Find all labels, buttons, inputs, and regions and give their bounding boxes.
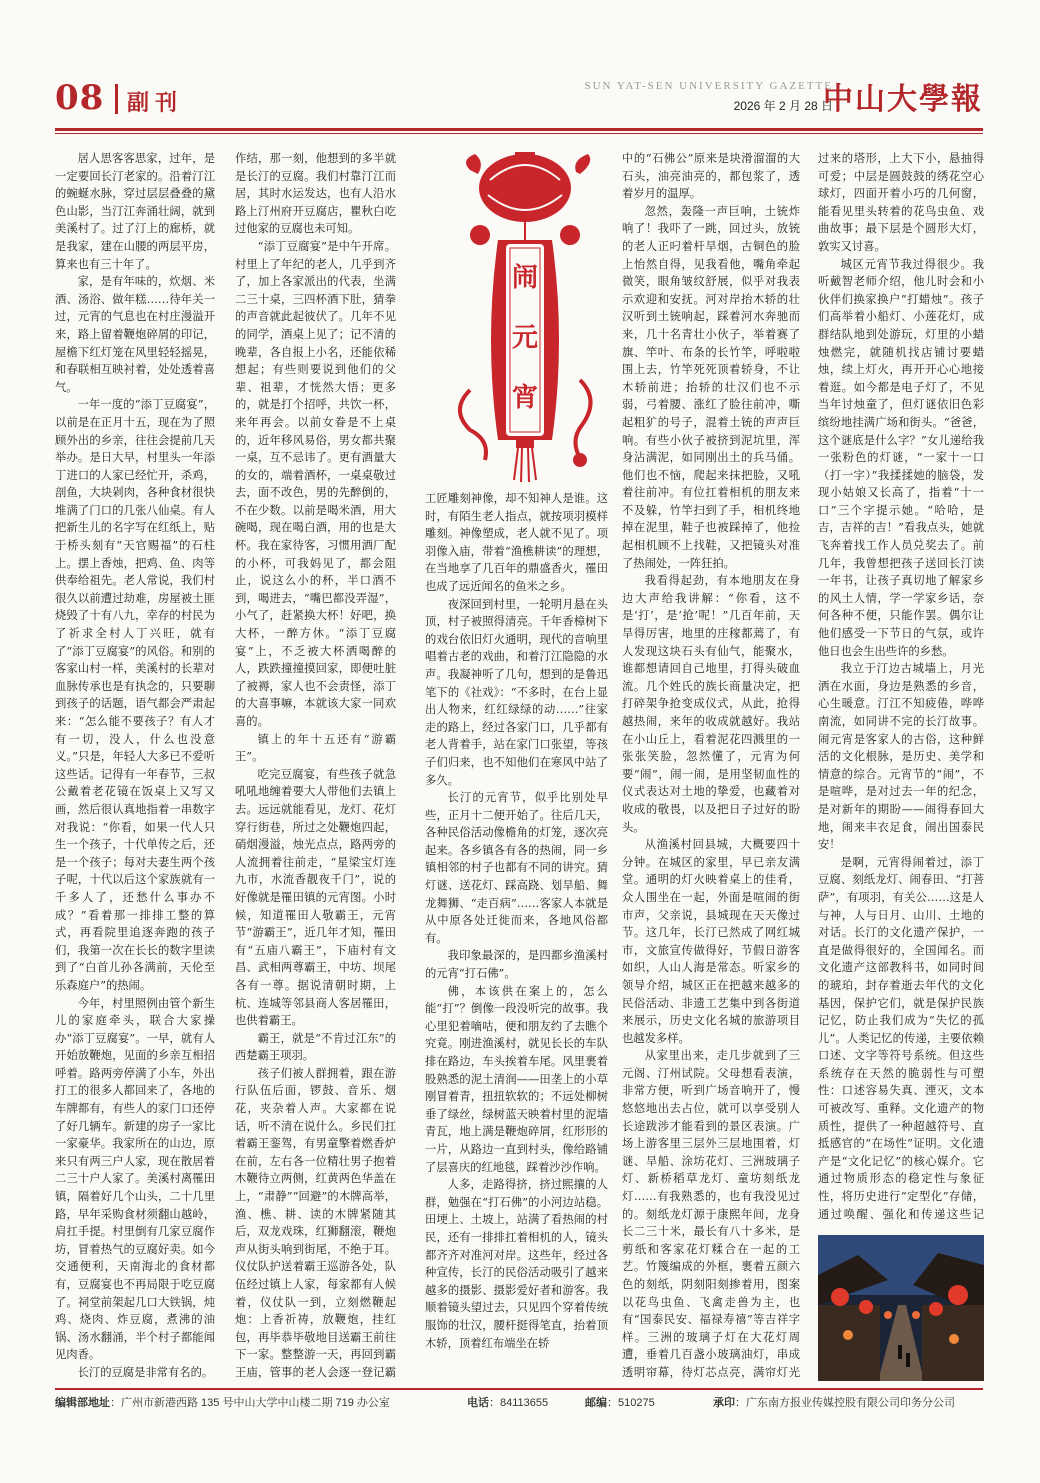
paragraph: 居人思客客思家，过年，是一定要回长汀老家的。沿着汀江的蜿蜒水脉，穿过层层叠叠的黛色山影，当汀江奔涌壮阔，就到美溪村了。过了汀上的廊桥，就是我家，建在山腰的两层平房，算来也有三十年了。 — [55, 152, 215, 271]
paragraph: 作结，那一刻，他想到的多半就是长汀的豆腐。我们村靠汀江而居，其时水运发达，也有人沿水路上汀州府开豆腐店，瞿秋白吃过他家的豆腐也未可知。 — [235, 152, 396, 236]
header-rule — [55, 128, 983, 131]
paragraph: 长汀的豆腐是非常有名的。 — [77, 1365, 214, 1379]
paragraph: 长汀的元宵节，似乎比别处早些，正月十二便开始了。往后几天，各种民俗活动像檐角的灯笼，逐次亮起来。各乡镇各有各的热闹，同一乡镇相邻的村子也都有不同的讲究。猜灯谜、送花灯、踩高跷、划旱船、舞龙舞狮、“走百病”……客家人本就是从中原各处迁徙而来，各地风俗都有。 — [425, 791, 608, 945]
footer-address-label: 编辑部地址 — [55, 1397, 110, 1409]
article-column-1 — [55, 150, 215, 1380]
footer-phone: 电话：84113655 — [467, 1397, 549, 1409]
paragraph: 佛，本该供在案上的，怎么能“打”？倒像一段没听完的故事。我心里犯着嘀咕，便和朋友约了去瞧个究竟。刚进渔溪村，就见长长的车队排在路边，车头挨着车尾。风里裹着股熟悉的泥土清润——田垄上的小草刚冒着青，扭扭软软的；不远处柳树垂了绿丝，绿树蓝天映着村里的泥墙青瓦，地上满是鞭炮碎屑，红形形的一片，从路边一直到村头，像给路铺了层喜庆的红地毯，踩着沙沙作响。 — [425, 984, 608, 1174]
paragraph: 从渔溪村回县城，大概要四十分钟。在城区的家里，早已亲友满堂。通明的灯火映着桌上的佳肴，众人围坐在一起，外面是喧闹的街市声，父亲说，县城现在天天像过节。这几年，长汀已然成了网红城市，文旅宣传做得好，节假日游客如织，人山人海是常态。听家乡的领导介绍，城区正在把越来越多的民俗活动、非遗工艺集中到各街道来展示，历史文化名城的旅游项目也越发多样。 — [622, 838, 800, 1045]
paragraph: “添丁豆腐宴”是中午开席。村里上了年纪的老人，几乎到齐了，加上各家派出的代表，坐满二三十桌，三四杯酒下肚，猜拳的声音就此起彼伏了。几年不见的同学，酒桌上见了；记不清的晚辈，各自报上小名，还能依稀想起；有些则要说到他们的父辈、祖辈，才恍然大悟；更多的，就是打个招呼，共饮一杯，来年再会。以前女眷是不上桌的，近年移风易俗，男女都共聚一桌，互不忌讳了。更有酒量大的女的，端着酒杯，一桌桌敬过去，面不改色，男的先醉倒的，不在少数。以前是喝米酒，用大碗喝，现在喝白酒，用的也是大杯。我在家待客，习惯用酒厂配的小杯，可我妈见了，都会阻止，说这么小的杯，半口酒不到，喝进去，“嘴巴都没弄湿”，小气了，赶紧换大杯！好吧，换大杯，一醉方休。“添丁豆腐宴”上，不乏被大杯洒喝醉的人，跌跌撞撞摸回家，即便吐脏了被褥，家人也不会责怪，添丁的大喜事嘛，本就该大家一同欢喜的。 — [235, 239, 396, 728]
header-rule-thin — [55, 133, 983, 134]
footer-printer-label: 承印 — [713, 1397, 735, 1409]
section-title: 副刊 — [127, 91, 184, 116]
feature-title-char: 元 — [511, 323, 539, 353]
paragraph: 孩子们被人群拥着，跟在游行队伍后面，锣鼓、音乐、烟花，夹杂着人声。大家都在说话，听不清在说什么。乡民们扛着霸王銮驾，有男童擎着燃香炉在前，左右各一位精壮男子抱着木鞭待立两侧，红黄两色华盖在上，“肃静”“回避”的木牌高举，渔、樵、耕、读的木牌紧随其后，双龙戏珠，红狮翻滚，鞭炮声从街头响到街尾，不绝于耳。仪仗队护送着霸王巡游各处，队伍经过镇上人家，每家都有人候着，仪仗队一到，立刻燃鞭起炮：上香祈祷，放鞭炮，挂红包，再毕恭毕敬地目送霸王前往下一家。整整游一天，再回到霸王庙，管事的老人会逐一登记霸 — [235, 1066, 396, 1379]
paragraph: 一年一度的“添丁豆腐宴”，以前是在正月十五，现在为了照顾外出的乡亲，往往会提前几天举办。是日大早，村里头一年添丁进口的人家已经忙开，杀鸡，剖鱼，大块剁肉，各种食材很快堆满了门口的几张八仙桌。有人把新生儿的名字写在红纸上，贴于桥头刻有“天官赐福”的石柱上。摆上香烛，把鸡、鱼、肉等供奉给祖先。老人常说，我们村很久以前遭过劫难，房屋被土匪烧毁了十有八九，幸存的村民为了祈求全村人丁兴旺，就有了“添丁豆腐宴”的风俗。和别的客家山村一样，美溪村的长辈对血脉传承也是有执念的，只要聊到孩子的话题，语气都会严肃起来：“怎么能不要孩子？有人才有一切，没人，什么也没意义。”只是，年轻人大多已不爱听这些话。记得有一年春节，三叔公戴着老花镜在饭桌上又写又画，然后很认真地指着一串数字对我说：“你看，如果一代人只生一个孩子，十代单传之后，还是一个孩子；每对夫妻生两个孩子呢，十代以后这个家族就有一千多人了，还愁什么事办不成？”看着那一排排工整的算式，再看院里追逐奔跑的孩子们，我第一次在长长的数字里读到了“白首儿孙各满前，天伦至乐森庭户”的热闹。 — [55, 398, 215, 992]
footer-phone-value: 84113655 — [500, 1397, 549, 1409]
feature-title-char: 宵 — [511, 383, 539, 413]
footer-printer: 承印：广东南方报业传媒控股有限公司印务分公司 — [713, 1397, 955, 1409]
article-column-5 — [818, 150, 984, 1225]
newspaper-brand: 中山大學報 — [823, 82, 983, 117]
footer-address: 编辑部地址：广州市新港西路 135 号中山大学中山楼二期 719 办公室 — [55, 1397, 390, 1409]
lantern-papercut-icon — [430, 140, 608, 488]
article-column-3 — [425, 490, 608, 1380]
masthead-divider — [115, 84, 118, 114]
footer-zip-label: 邮编 — [585, 1397, 607, 1409]
paragraph: 吃完豆腐宴，有些孩子就急吼吼地缠着要大人带他们去镇上去。远远就能看见，龙灯、花灯穿行街巷，所过之处鞭炮四起，硝烟漫溢，烛光点点，路两旁的人流拥着往前走，“星梁宝灯连九市，水流香靓夜千门”，说的好像就是罹田镇的元宵图。小时候，知道罹田人敬霸王，元宵节“游霸王”，近几年才知，罹田有“五庙八霸王”，下庙村有文昌、武相两尊霸王，中坊、坝尾各有一尊。据说清朝时期，上杭、连城等邻县商人客居罹田，也供着霸王。 — [235, 767, 396, 1028]
article-column-4 — [622, 150, 800, 1380]
paragraph: 我看得起劲，有本地朋友在身边大声给我讲解：“你看，这不是‘打’，是‘抢’呢！”几百年前，天旱得厉害，地里的庄稼都蔫了，有人发现这块石头有仙气，能聚水，谁都想请回自己地里，打得头破血流。几个姓氏的族长商量决定，把打碎架争抢变成仪式，从此，抢得越热闹，来年的收成就越好。我站在小山丘上，看着泥花四溅里的一张张笑脸，忽然懂了，元宵为何要“闹”，闹一闹，是用坚韧血性的仪式表达对土地的挚爱，也藏着对收成的敬畏，以及把日子过好的盼头。 — [622, 574, 800, 834]
paragraph: 夜深回到村里，一轮明月悬在头顶，村子被照得清亮。千年香樟树下的戏台依旧灯火通明，现代的音响里唱着古老的戏曲，和着汀江隐隐的水声。我凝神听了几句，想到的是鲁迅笔下的《社戏》：“不多时，在台上显出人物来，红红绿绿的动……”往家走的路上，经过各家门口，几乎都有老人背着手，站在家门口张望，等孩子们归来，也不知他们在寒风中站了多久。 — [425, 597, 608, 787]
footer-bar — [55, 1388, 983, 1413]
masthead — [55, 70, 983, 128]
footer-zip: 邮编：510275 — [585, 1397, 655, 1409]
feature-title-char: 闹 — [511, 263, 539, 293]
paragraph: 人多，走路得挤，挤过熙攘的人群，勉强在“打石佛”的小河边站稳。田埂上、土坡上，站满了看热闹的村民，还有一排排扛着相机的人，镜头都齐齐对准河对岸。这些年，经过各种宣传，长汀的民俗活动吸引了越来越多的摄影、摄影爱好者和游客。我顺着镜头望过去，只见四个穿着传统服饰的壮汉，腰杆挺得笔直，抬着顶木轿，顶着红布端坐在轿 — [425, 1178, 608, 1350]
paragraph: 家，是有年味的，炊烟、米酒、汤浴、做年糕……待年关一过，元宵的气息也在村庄漫溢开来，路上留着鞭炮碎屑的印记，屋檐下红灯笼在风里轻轻摇晃，和春联相互映衬着，处处透着喜气。 — [55, 275, 215, 394]
paragraph: 过来的塔形，上大下小，悬抽得可爱；中层是圆鼓鼓的绣花空心球灯，四面开着小巧的几何窗，能看见里头转着的花鸟虫鱼、戏曲故事；最下层是个圆形大灯，敦实又讨喜。 — [818, 152, 984, 253]
issue-date: 2026 年 2 月 28 日 — [733, 99, 833, 113]
paragraph: 是啊，元宵得闹着过，添丁豆腐、刻纸龙灯、闹春田、“打菩萨”，有项羽，有关公……这是人与神，人与日月、山川、土地的对话。长汀的文化遗产保护，一直是做得很好的，全国闻名。而文化遗产这部教科书，如同时间的琥珀，封存着逝去年代的文化基因，保护它们，就是保护民族记忆，防止我们成为“失忆的孤儿”。人类记忆的传递，主要依赖口述、文字等符号系统。但这些系统存在天然的脆弱性与可塑性：口述容易失真、湮灭，文本可被改写、重释。文化遗产的物质性，提供了一种超越符号、直抵感官的“在场性”证明。文化遗产是“文化记忆”的核心媒介。它通过物质形态的稳定性与象征性，将历史进行“定型化”存储，通过唤醒、强化和传递这些记 — [818, 855, 984, 1221]
footer-printer-value: 广东南方报业传媒控股有限公司印务分公司 — [746, 1397, 955, 1409]
paragraph: 镇上的年十五还有“游霸王”。 — [235, 732, 396, 764]
issue-number: 08 — [55, 78, 105, 118]
gazette-name-en: SUN YAT-SEN UNIVERSITY GAZETTE — [584, 80, 833, 92]
footer-zip-value: 510275 — [618, 1397, 655, 1409]
footer-phone-label: 电话 — [467, 1397, 489, 1409]
paragraph: 中的“石佛公”原来是块滑溜溜的大石头，油亮油亮的，都包浆了，透着岁月的温厚。 — [622, 152, 800, 201]
paragraph: 城区元宵节我过得很少。我听戴智老师介绍，他儿时会和小伙伴们换家换户“打蜡烛”。孩子们高举着小船灯、小莲花灯，成群结队地到处游玩，灯里的小蜡烛燃完，就随机找店铺讨要蜡烛，续上灯火，再开开心心地接着逛。如今都是电子灯了，不见当年讨烛童了，但灯谜依旧色彩缤纷地挂满广场和街头。“爸爸，这个谜底是什么字？”女儿递给我一张粉色的灯谜，“一家十一口（打一字）”我揉揉她的脑袋，发现小姑娘又长高了，指着“十一口”三个字提示她。“哈哈，是吉，吉祥的吉！”看我点头，她就飞奔着找工作人员兑奖去了。前几年，我曾想把孩子送回长汀读一年书，让孩子真切地了解家乡的风土人情，学一学家乡话，奈何各种不便，只能作罢。偶尔让他们感受一下节日的气氛，或许他日也会生出些许的乡愁。 — [818, 257, 984, 658]
article-column-2 — [235, 150, 396, 1380]
footer-address-value: 广州市新港西路 135 号中山大学中山楼二期 719 办公室 — [121, 1397, 390, 1409]
lantern-street-photo — [818, 1235, 984, 1381]
paragraph: 霸王，就是“不肯过江东”的西楚霸王项羽。 — [235, 1031, 396, 1063]
paragraph: 我印象最深的，是四都乡渔溪村的元宵“打石佛”。 — [425, 949, 608, 981]
paragraph: 忽然，轰隆一声巨响，土铳炸响了！我吓了一跳，回过头，放铳的老人正叼着杆旱烟，古铜色的脸上怡然自得，见我看他，嘴角牵起微笑，眼角皱纹舒展，似乎对我表示欢迎和安抚。河对岸抬木轿的壮汉听到土铳响起，踩着河水奔驰而来，几十名青壮小伙子，举着赛了旗、竿叶、布条的长竹竿，呼啦啦围上去，竹竿死死顶着轿身，不让木轿前进；抬轿的壮汉们也不示弱，弓着腰、涨红了脸往前冲，嘶起粗犷的号子，混着土铳的声声巨响。有些小伙子被挤到泥坑里，浑身沾满泥，如同刚出土的兵马俑。他们也不恼，爬起来抹把脸，又吼着往前冲。有位扛着相机的朋友来不及躲，竹竿扫到了手，相机终地掉在泥里，鞋子也被踩掉了，他捡起相机顾不上找鞋，又把镜头对准了热闹处，一阵狂拍。 — [622, 204, 800, 570]
paragraph: 从家里出来，走几步就到了三元阁、汀州试院。父母想看表演，非常方便，听到广场音响开了，慢悠悠地出去占位，就可以享受别人长途跋涉才能看到的景区表演。广场上游客里三层外三层地围着，灯谜、旱船、涂坊花灯、三洲玻璃子灯、新桥稻草龙灯、童坊刻纸龙灯……有我熟悉的，也有我没见过的。刻纸龙灯源于康熙年间，龙身长二三十米，最长有八十多米，是剪纸和客家花灯糅合在一起的工艺。竹篾编成的外框，裹着五颜六色的刻纸，阴刻阳刻掺着用，图案以花鸟虫鱼、飞禽走兽为主，也有“国泰民安、福禄寿禧”等吉祥字样。三洲的玻璃子灯在大花灯周遭，垂着几百盏小玻璃油灯，串成透明帘幕，待灯芯点亮，满帘灯光 — [622, 1049, 800, 1379]
paragraph: 工匠雕刻神像，却不知神人是谁。这时，有陌生老人指点，就按项羽模样雕刻。神像塑成，老人就不见了。项羽像入庙，带着“渔樵耕读”的理想，在当地享了几百年的鼎盛香火，罹田也成了远近闻名的鱼米之乡。 — [425, 492, 608, 593]
paragraph: 今年，村里照例由管个新生儿的家庭牵头，联合大家操办“添丁豆腐宴”。一早，就有人开始放鞭炮，见面的乡亲互相招呼着。路两旁停满了小车，外出打工的很多人都回来了，各地的车牌都有，有些人的家门口还停了好几辆车。新建的房子一家比一家豪华。我家所在的山边，原来只有两三户人家，现在散居着二三十户人家了。美溪村离罹田镇，隔着好几个山头，二十几里路，早年采购食材须翻山越岭，肩扛手提。村里倒有几家豆腐作坊，冒着热气的豆腐好卖。如今交通便利，天南海北的食材都有，豆腐宴也不再局限于吃豆腐了。祠堂前架起几口大铁锅，炖鸡、烧肉、炸豆腐，煮沸的油锅、汤水翻涌，半个村子都能闻见肉香。 — [55, 996, 215, 1362]
paragraph: 我立于汀边古城墙上，月光洒在水面，身边是熟悉的乡音，心生暖意。汀江不知疲倦，哗哗南流，如同讲不完的长汀故事。闹元宵是客家人的古俗，这种鲜活的文化根脉，是历史、美学和情意的综合。元宵节的“闹”，不是喧哗，是对过去一年的纪念，是对新年的期盼——闹得春回大地，闹来丰衣足食，闹出国泰民安！ — [818, 662, 984, 852]
